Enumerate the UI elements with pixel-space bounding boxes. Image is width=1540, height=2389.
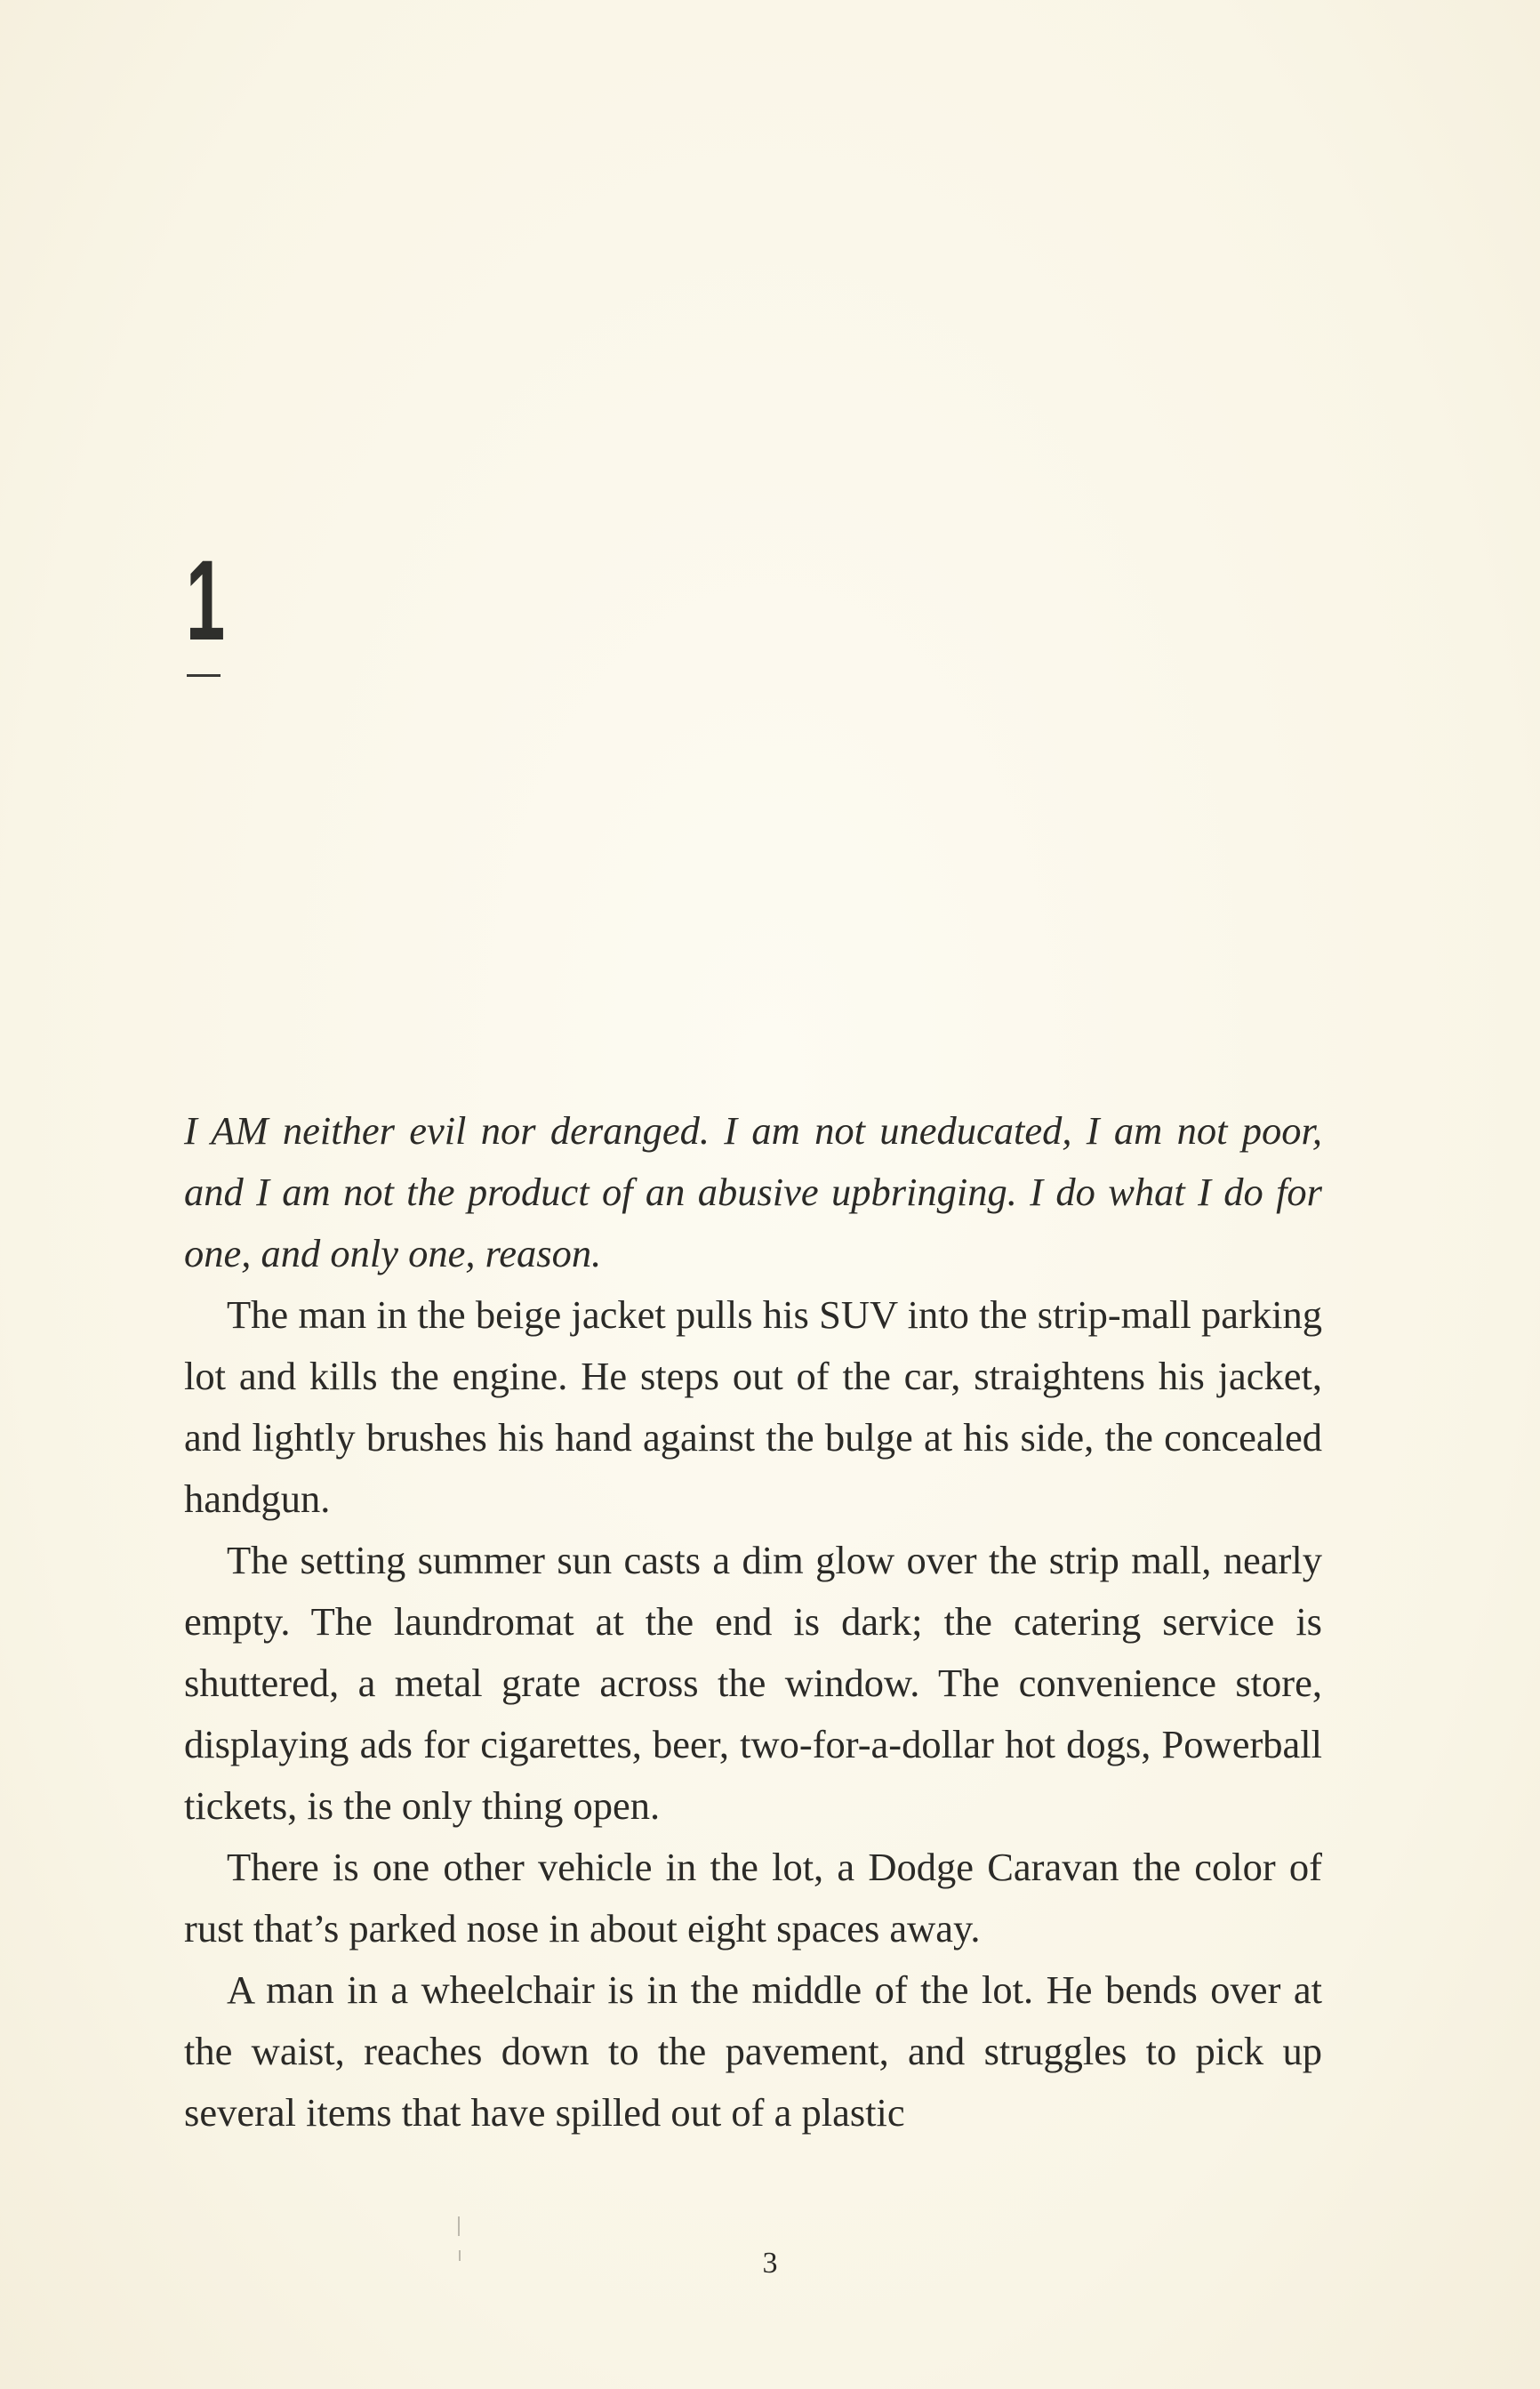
page-number: 3 (762, 2247, 778, 2280)
paragraph: The setting summer sun casts a dim glow over the strip mall, nearly empty. The laundromat at the end is dark; the catering service is shuttered, a metal grate across the window. The convenience store, displaying ads for cigarettes, beer, two-for-a-dollar hot dogs, Powerball tickets, is the only thing open. (184, 1538, 1322, 1828)
paragraph: The man in the beige jacket pulls his SUV into the strip-mall parking lot and kills the engine. He steps out of the car, straightens his jacket, and lightly brushes his hand against the bulge at his side, the concealed handgun. (184, 1292, 1322, 1521)
chapter-number: 1 (186, 537, 226, 664)
chapter-rule (187, 674, 221, 677)
scan-artifact (458, 2216, 460, 2236)
body-text (184, 1100, 1322, 2144)
paragraph: There is one other vehicle in the lot, a Dodge Caravan the color of rust that’s parked nose in about eight spaces away. (184, 1845, 1322, 1951)
paragraph: A man in a wheelchair is in the middle of the lot. He bends over at the waist, reaches down to the pavement, and struggles to pick up several items that have spilled out of a plastic (184, 1967, 1322, 2135)
opening-paragraph: I AM neither evil nor deranged. I am not uneducated, I am not poor, and I am not the product of an abusive upbringing. I do what I do for one, and only one, reason. (184, 1108, 1322, 1275)
